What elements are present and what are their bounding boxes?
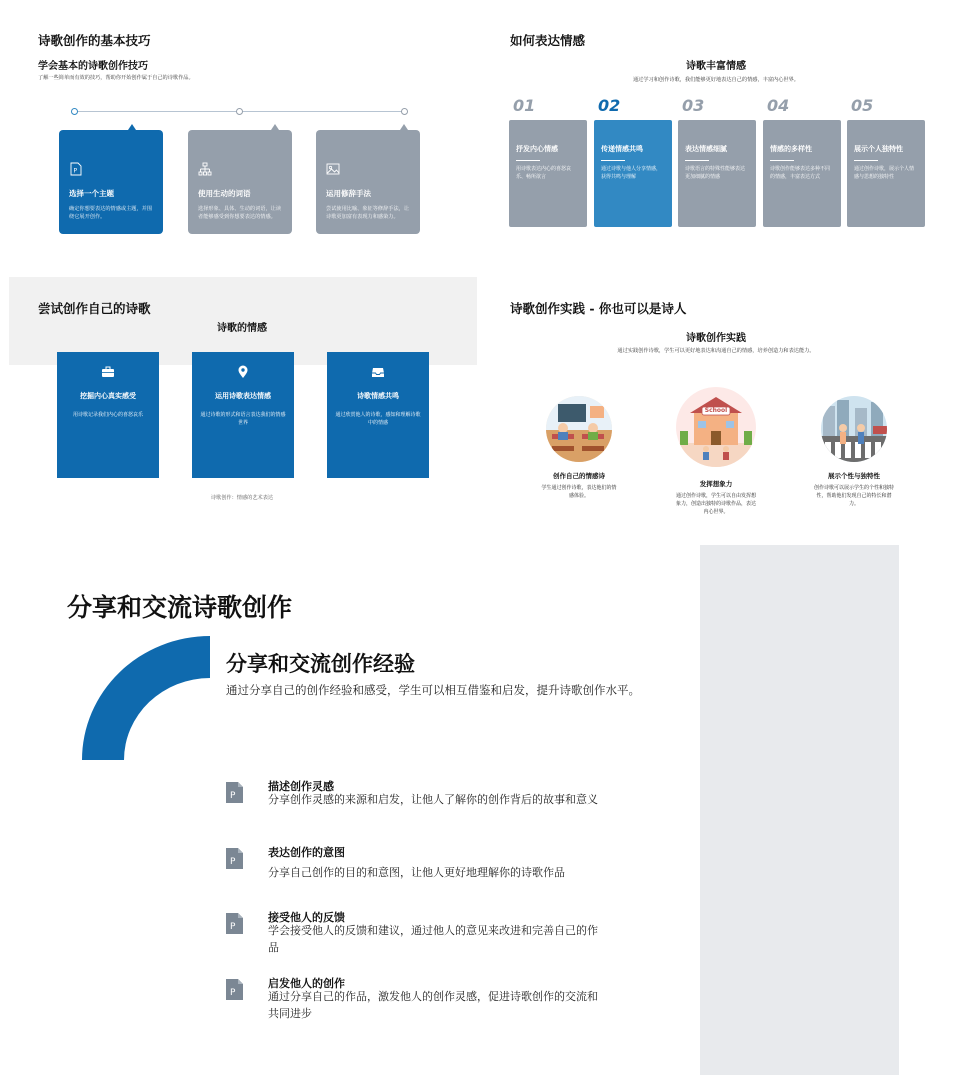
technique-title: 选择一个主题: [69, 189, 114, 198]
feeling-card: [57, 352, 159, 478]
share-item-desc: 分享创作灵感的来源和启发，让他人了解你的创作背后的故事和意义: [268, 793, 598, 806]
share-item-title: 接受他人的反馈: [268, 911, 345, 924]
share-item-title: 启发他人的创作: [268, 977, 345, 990]
emotion-box: [678, 120, 756, 227]
emotion-item: [847, 96, 925, 227]
slide-4-intro: 通过实践创作诗歌，学生可以更好地表达和沟通自己的情感，培养创造力和表达能力。: [617, 348, 815, 354]
svg-text:P: P: [230, 922, 236, 932]
divider: [770, 160, 794, 161]
technique-card: [316, 130, 420, 234]
technique-desc: 尝试使用比喻、象征等修辞手法，让诗歌更加富有表现力和感染力。: [326, 206, 410, 220]
document-p-icon: [226, 782, 243, 803]
emotion-number: 01: [513, 96, 536, 115]
emotion-desc: 用诗歌表达内心的喜怒哀乐、畅所欲言: [516, 166, 572, 180]
timeline-dot: [401, 108, 408, 115]
side-panel: [700, 545, 899, 1075]
document-p-icon: [69, 162, 83, 176]
slide-1-intro: 了解一些简单而有效的技巧，帮助你开始创作属于自己的诗歌作品。: [38, 75, 194, 81]
slide-5-heading: 分享和交流创作经验: [226, 652, 415, 676]
document-p-icon: [226, 848, 243, 869]
share-item-desc: 学会接受他人的反馈和建议，通过他人的意见来改进和完善自己的作品: [268, 924, 598, 954]
practice-title: 创作自己的情感诗: [553, 472, 605, 480]
feeling-desc: 用诗歌记录我们内心的喜怒哀乐: [72, 412, 143, 418]
emotion-title: 表达情感细腻: [685, 145, 727, 153]
emotion-box: [509, 120, 587, 227]
feeling-card: [192, 352, 294, 478]
timeline-dot: [236, 108, 243, 115]
location-pin-icon: [236, 365, 250, 379]
technique-card: [188, 130, 292, 234]
slide-3-heading: 诗歌的情感: [217, 323, 267, 334]
emotion-box: [847, 120, 925, 227]
technique-desc: 确定你想要表达的情感或主题，并围绕它展开创作。: [69, 206, 153, 220]
emotion-title: 抒发内心情感: [516, 145, 558, 153]
timeline-dot: [71, 108, 78, 115]
emotion-title: 展示个人独特性: [854, 145, 903, 153]
svg-text:P: P: [230, 791, 236, 801]
quarter-arc-decoration: [82, 636, 212, 760]
emotion-title: 传递情感共鸣: [601, 145, 643, 153]
slide-5-intro: 通过分享自己的创作经验和感受，学生可以相互借鉴和启发，提升诗歌创作水平。: [226, 683, 640, 697]
share-item-desc: 通过分享自己的作品，激发他人的创作灵感，促进诗歌创作的交流和共同进步: [268, 990, 598, 1020]
feeling-card: [327, 352, 429, 478]
emotion-number: 04: [767, 96, 790, 115]
slide-4-heading: 诗歌创作实践: [686, 333, 746, 344]
feeling-desc: 通过诗歌的形式和语言表达我们的情感世界: [200, 412, 286, 426]
feeling-title: 挖掘内心真实感受: [80, 392, 136, 400]
technique-title: 使用生动的词语: [198, 189, 251, 198]
slide-5-title: 分享和交流诗歌创作: [67, 593, 293, 622]
school-sign: School: [704, 407, 728, 414]
technique-title: 运用修辞手法: [326, 189, 371, 198]
emotion-title: 情感的多样性: [770, 145, 812, 153]
emotion-item: [509, 96, 587, 227]
emotion-item: [763, 96, 841, 227]
share-item-title: 表达创作的意图: [268, 846, 345, 859]
slide-3-footer: 诗歌创作：情感的艺术表达: [210, 495, 274, 501]
emotion-item: [678, 96, 756, 227]
slide-3-title: 尝试创作自己的诗歌: [38, 301, 151, 316]
svg-text:P: P: [73, 167, 78, 175]
divider: [854, 160, 878, 161]
share-item-title: 描述创作灵感: [268, 780, 334, 793]
divider: [685, 160, 709, 161]
emotion-desc: 诗歌创作能够表达多种不同的情感，丰富表达方式: [770, 166, 831, 180]
slide-2-heading: 诗歌丰富情感: [686, 61, 746, 72]
emotion-desc: 通过创作诗歌，展示个人情感与思想的独特性: [854, 166, 915, 180]
emotion-desc: 通过诗歌与他人分享情感，获得共鸣与理解: [601, 166, 662, 180]
emotion-number: 03: [682, 96, 705, 115]
svg-text:P: P: [230, 857, 236, 867]
practice-title: 发挥想象力: [699, 480, 733, 488]
emotion-box: [763, 120, 841, 227]
emotion-number: 05: [851, 96, 874, 115]
slide-4-title: 诗歌创作实践 - 你也可以是诗人: [510, 301, 687, 316]
briefcase-icon: [101, 365, 115, 379]
document-p-icon: [226, 913, 243, 934]
svg-text:P: P: [230, 988, 236, 998]
image-icon: [326, 162, 340, 176]
practice-desc: 学生通过创作诗歌，表达他们的情感体验。: [541, 485, 617, 499]
divider: [601, 160, 625, 161]
practice-desc: 创作诗歌可以展示学生的个性和独特性，帮助他们发现自己的特长和潜力。: [814, 485, 895, 507]
technique-desc: 选择形象、具体、生动的词语，让读者能够感受到你想要表达的情感。: [198, 206, 282, 220]
slide-2-title: 如何表达情感: [510, 33, 586, 48]
slide-1-subtitle: 学会基本的诗歌创作技巧: [38, 61, 148, 72]
practice-title: 展示个性与独特性: [828, 472, 880, 480]
technique-card: [59, 130, 163, 234]
feeling-title: 运用诗歌表达情感: [215, 392, 271, 400]
share-item-desc: 分享自己创作的目的和意图，让他人更好地理解你的诗歌作品: [268, 866, 565, 879]
feeling-title: 诗歌情感共鸣: [357, 392, 399, 400]
emotion-number: 02: [598, 96, 621, 115]
sitemap-icon: [198, 162, 212, 176]
document-p-icon: [226, 979, 243, 1000]
feeling-desc: 通过欣赏他人的诗歌，感知和理解诗歌中的情感: [335, 412, 421, 426]
inbox-icon: [371, 365, 385, 379]
slide-1-title: 诗歌创作的基本技巧: [38, 33, 151, 48]
classroom-illustration: [546, 396, 612, 462]
school-illustration: [676, 387, 756, 467]
crossing-illustration: [821, 396, 887, 462]
emotion-box: [594, 120, 672, 227]
practice-desc: 通过创作诗歌，学生可以自由发挥想象力，创造出独特的诗歌作品，表达内心世界。: [676, 493, 757, 515]
emotion-item: [594, 96, 672, 227]
divider: [516, 160, 540, 161]
slide-2-intro: 通过学习和创作诗歌，我们能够更好地表达自己的情感，丰富内心世界。: [632, 77, 799, 83]
emotion-desc: 诗歌语言的特殊性能够表达更加细腻的情感: [685, 166, 746, 180]
